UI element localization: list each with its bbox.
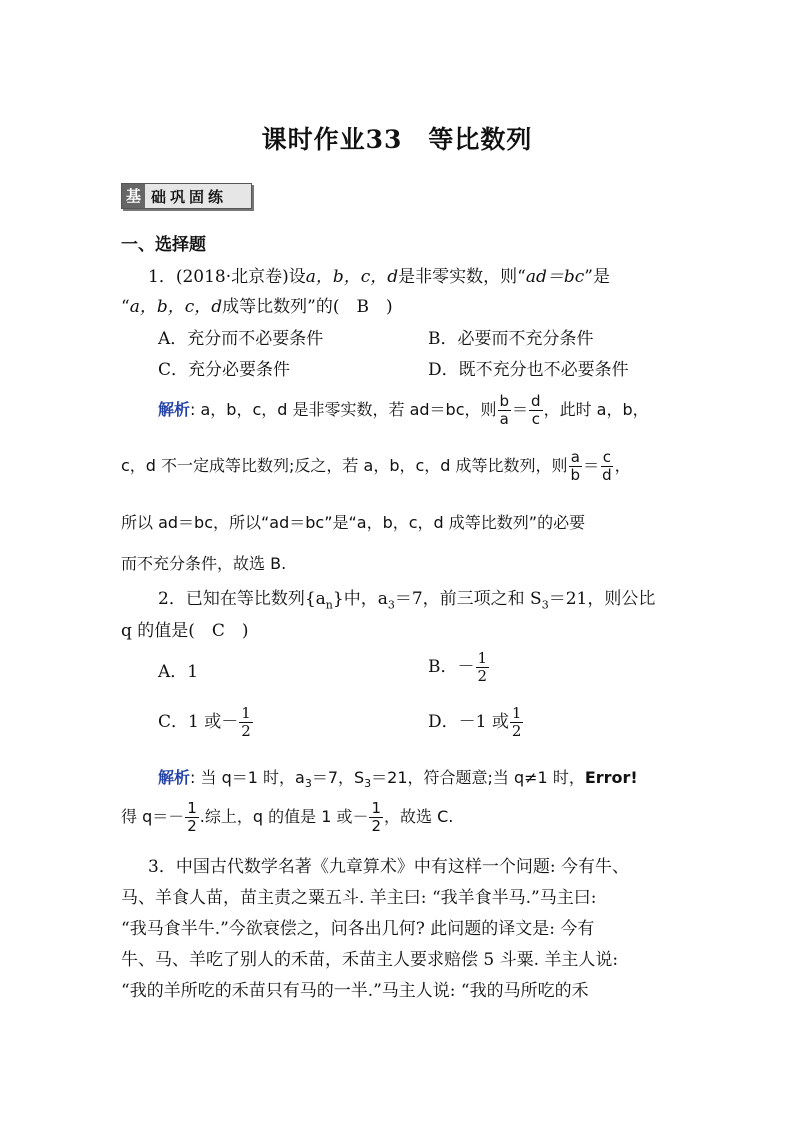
q2-option-c: C．1 或－ $\frac{1}{2}$ — [158, 704, 251, 740]
q2-line-1: 2．已知在等比数列$\{a_n\}$中，$a_3=7$，前三项之和 $S_3=21$，则公比 — [158, 589, 656, 612]
q1-line-2: “a，b，c，d成等比数列”的( B ) — [121, 297, 393, 317]
q3-line-1: 3．中国古代数学名著《九章算术》中有这样一个问题: 今有牛、 — [148, 857, 629, 877]
solution-label: 解析 — [158, 768, 191, 787]
section-heading: 一、选择题 — [121, 235, 206, 255]
solution-label: 解析 — [158, 400, 191, 419]
page-title: 课时作业33 等比数列 — [261, 125, 533, 154]
q1-option-d: D．既不充分也不必要条件 — [428, 360, 629, 380]
q1-solution-line-1: 解析: a，b，c，d 是非零实数，若 ad＝bc，则 $\frac{b}{a}$ ＝ $\frac{d}{c}$ ，此时 a，b， — [158, 392, 649, 428]
q1-option-a: A．充分而不必要条件 — [158, 329, 324, 349]
q2-solution-line-2: 得 q＝－ $\frac{1}{2}$ .综上，q 的值是 1 或－ $\frac{1}{2}$ ，故选 C. — [121, 799, 454, 835]
q3-line-4: 牛、马、羊吃了别人的禾苗，禾苗主人要求赔偿 5 斗粟. 羊主人说: — [121, 950, 619, 970]
q3-line-5: “我的羊所吃的禾苗只有马的一半.”马主人说: “我的马所吃的禾 — [121, 981, 589, 1001]
q2-option-d: D．－1 或 $\frac{1}{2}$ — [428, 704, 522, 740]
q1-solution-line-4: 而不充分条件，故选 B. — [121, 554, 287, 573]
q3-line-2: 马、羊食人苗，苗主责之粟五斗. 羊主曰: “我羊食半马.”马主曰: — [121, 888, 597, 908]
q1-solution-line-3: 所以 ad＝bc，所以“ad＝bc”是“a，b，c，d 成等比数列”的必要 — [121, 513, 586, 532]
q1-line-1: 1．(2018·北京卷)设a，b，c，d是非零实数，则“ad＝bc”是 — [148, 267, 610, 287]
q1-option-b: B．必要而不充分条件 — [428, 329, 594, 349]
q2-line-2: q 的值是( C ) — [121, 621, 249, 641]
badge-text: 础巩固练 — [151, 187, 228, 206]
section-badge — [121, 183, 252, 209]
q2-option-a: A．1 — [158, 662, 199, 682]
q1-option-c: C．充分必要条件 — [158, 360, 291, 380]
q1-solution-line-2: c，d 不一定成等比数列;反之，若 a，b，c，d 成等比数列，则 $\frac{a}{b}$ ＝ $\frac{c}{d}$ ， — [121, 448, 631, 484]
q2-option-b: B．－ $\frac{1}{2}$ — [428, 649, 488, 685]
q3-line-3: “我马食半牛.”今欲衰偿之，问各出几何? 此问题的译文是: 今有 — [121, 919, 595, 939]
q2-solution-line-1: 解析: 当 q＝1 时，$a_3=7$，$S_3=21$，符合题意;当 q≠1 时，Error! — [158, 768, 638, 791]
badge-first-char: 基 — [122, 184, 145, 208]
